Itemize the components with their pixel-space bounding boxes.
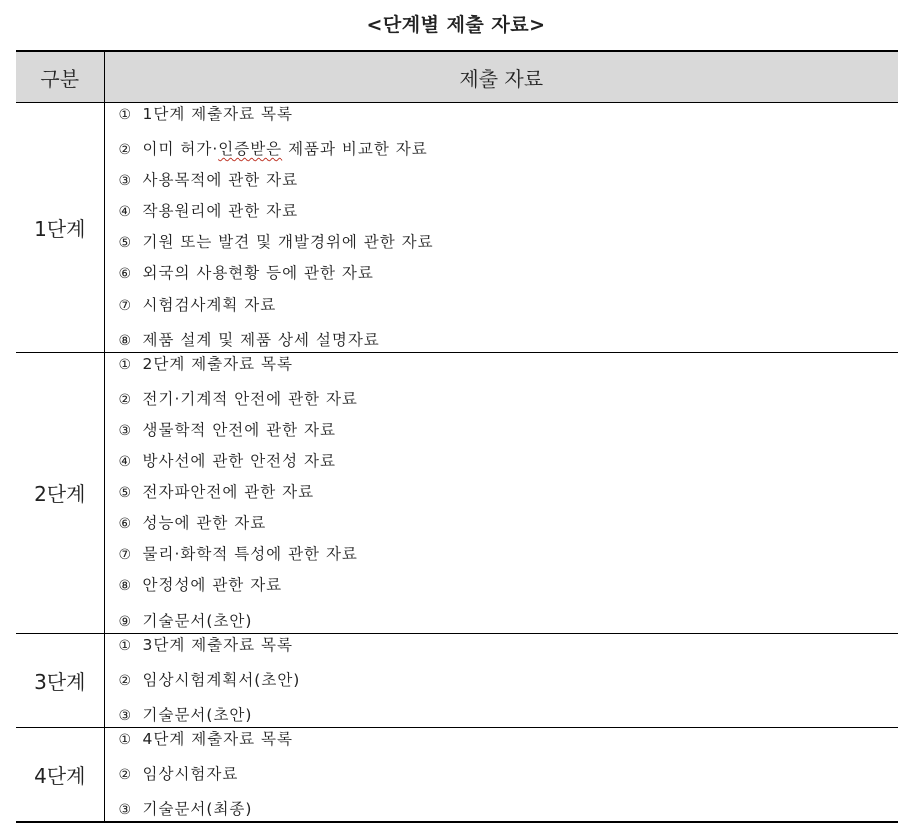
table-header-row xyxy=(16,51,898,103)
item-text: 외국의 사용현황 등에 관한 자료 xyxy=(142,264,374,283)
document-title: <단계별 제출 자료> xyxy=(366,14,546,36)
item-number: ③ xyxy=(118,707,133,724)
stage-row xyxy=(16,633,898,727)
item-text: 제품 설계 및 제품 상세 설명자료 xyxy=(142,330,380,349)
list-item xyxy=(119,570,899,601)
item-text: 2단계 제출자료 목록 xyxy=(142,354,294,373)
list-item xyxy=(119,665,899,696)
list-item xyxy=(119,790,899,821)
item-text: 이미 허가·인증받은 제품과 비교한 자료 xyxy=(142,140,428,159)
stage-label: 4단계 xyxy=(16,727,104,822)
item-number: ③ xyxy=(118,802,133,819)
item-text: 안정성에 관한 자료 xyxy=(142,576,283,595)
item-text: 4단계 제출자료 목록 xyxy=(142,729,294,748)
list-item xyxy=(119,446,899,477)
list-item xyxy=(119,290,899,321)
stage-row xyxy=(16,727,898,822)
item-number: ⑨ xyxy=(118,613,133,630)
item-text: 물리·화학적 특성에 관한 자료 xyxy=(142,545,358,564)
list-item xyxy=(119,477,899,508)
item-number: ② xyxy=(118,672,133,689)
stage-items-cell xyxy=(104,727,898,822)
item-number: ① xyxy=(118,731,133,748)
item-text: 전기·기계적 안전에 관한 자료 xyxy=(142,389,358,408)
item-text: 기술문서(최종) xyxy=(142,800,253,819)
item-number: ⑥ xyxy=(118,516,133,533)
item-text: 전자파안전에 관한 자료 xyxy=(142,483,315,502)
item-number: ⑤ xyxy=(118,235,133,252)
item-number: ④ xyxy=(118,454,133,471)
item-text: 생물학적 안전에 관한 자료 xyxy=(142,420,336,439)
item-text: 3단계 제출자료 목록 xyxy=(142,635,294,654)
spellcheck-underline: 인증받은 xyxy=(218,140,283,159)
item-text: 사용목적에 관한 자료 xyxy=(142,171,299,190)
stage-row xyxy=(16,103,898,353)
item-number: ② xyxy=(118,766,133,783)
item-text: 임상시험자료 xyxy=(142,764,239,783)
item-text: 1단계 제출자료 목록 xyxy=(142,105,294,123)
item-number: ⑥ xyxy=(118,266,133,283)
item-number: ③ xyxy=(118,422,133,439)
item-text: 기술문서(초안) xyxy=(142,705,253,724)
item-number: ① xyxy=(118,637,133,654)
item-text: 시험검사계획 자료 xyxy=(142,295,277,314)
item-text: 방사선에 관한 안전성 자료 xyxy=(142,452,336,471)
item-number: ⑤ xyxy=(118,485,133,502)
stage-items-cell xyxy=(104,103,898,353)
stage-label: 2단계 xyxy=(16,352,104,633)
item-number: ③ xyxy=(118,173,133,190)
list-item xyxy=(119,103,899,134)
stage-label: 3단계 xyxy=(16,633,104,727)
list-item xyxy=(119,321,899,352)
item-number: ⑦ xyxy=(118,297,133,314)
item-number: ⑧ xyxy=(118,332,133,349)
list-item xyxy=(119,634,899,665)
item-number: ⑧ xyxy=(118,578,133,595)
stage-items-cell xyxy=(104,633,898,727)
list-item xyxy=(119,384,899,415)
list-item xyxy=(119,196,899,227)
list-item xyxy=(119,227,899,258)
list-item xyxy=(119,696,899,727)
item-number: ② xyxy=(118,142,133,159)
stage-items-cell xyxy=(104,352,898,633)
list-item xyxy=(119,602,899,633)
table-body xyxy=(16,103,898,823)
list-item xyxy=(119,134,899,165)
list-item xyxy=(119,165,899,196)
item-text: 성능에 관한 자료 xyxy=(142,514,267,533)
submission-table xyxy=(16,50,898,823)
item-number: ① xyxy=(118,356,133,373)
item-number: ② xyxy=(118,391,133,408)
list-item xyxy=(119,415,899,446)
stage-row xyxy=(16,352,898,633)
list-item xyxy=(119,728,899,759)
item-text: 작용원리에 관한 자료 xyxy=(142,202,299,221)
column-header-materials: 제출 자료 xyxy=(104,51,898,103)
item-number: ① xyxy=(118,107,133,123)
list-item xyxy=(119,508,899,539)
item-number: ④ xyxy=(118,204,133,221)
item-text: 기원 또는 발견 및 개발경위에 관한 자료 xyxy=(142,233,434,252)
item-text: 임상시험계획서(초안) xyxy=(142,670,301,689)
list-item xyxy=(119,759,899,790)
list-item xyxy=(119,258,899,289)
item-number: ⑦ xyxy=(118,547,133,564)
list-item xyxy=(119,539,899,570)
list-item xyxy=(119,353,899,384)
stage-label: 1단계 xyxy=(16,103,104,353)
item-text: 기술문서(초안) xyxy=(142,611,253,630)
column-header-category: 구분 xyxy=(16,51,104,103)
